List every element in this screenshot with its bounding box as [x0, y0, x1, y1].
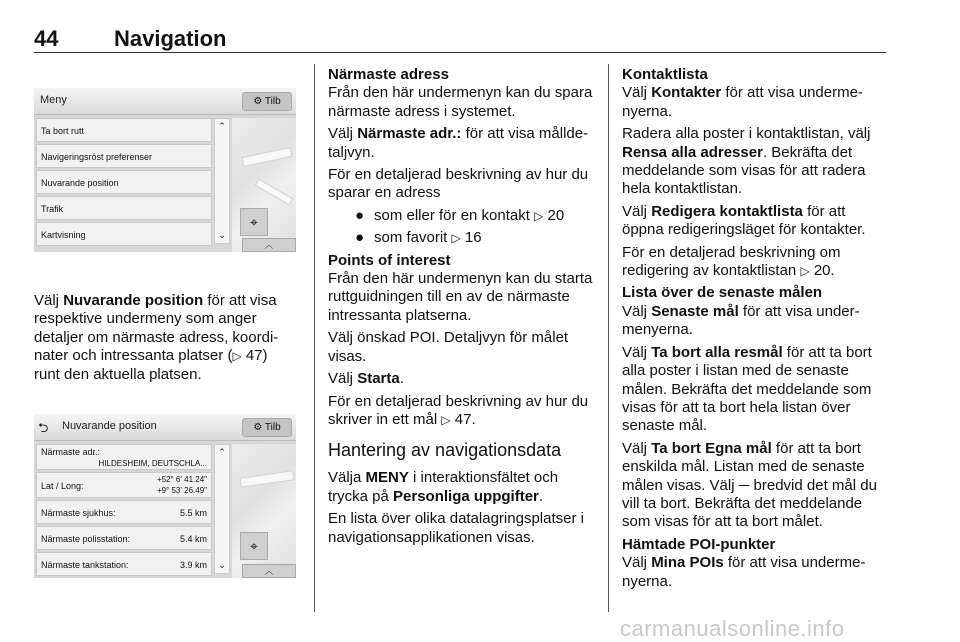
screenshot-title-bar [34, 88, 296, 115]
paragraph [622, 554, 888, 591]
text: Välj [622, 84, 652, 102]
text: för att visa respektive undermeny som anger detaljer om närmaste adress, koordi-nater och intressanta platser ( [34, 292, 279, 365]
item-label: Närmaste sjukhus: [41, 508, 116, 518]
chevron-up-icon: ⌃ [218, 447, 226, 457]
gear-icon: ⚙ [253, 96, 263, 107]
map-road [242, 147, 293, 167]
list-item [36, 526, 212, 550]
heading-nearest-address: Närmaste adress [328, 66, 449, 83]
back-arrow-icon: ⮌ [38, 420, 49, 435]
text: Välj [622, 439, 652, 457]
page-number: 44 [34, 26, 59, 51]
page-section-title: Navigation [114, 26, 227, 51]
bullet-dot: ● [354, 229, 364, 247]
item-label: Närmaste tankstation: [41, 560, 129, 570]
paragraph: För en detaljerad beskrivning av hur du sparar en adress [328, 166, 589, 202]
column-1-text [34, 292, 296, 388]
heading-recent-destinations: Lista över de senaste målen [622, 284, 823, 302]
scrollbar [214, 444, 230, 574]
chevron-down-icon: ⌄ [218, 230, 226, 240]
list-item [36, 500, 212, 524]
bold-term: Redigera kontaktlista [651, 202, 803, 220]
text: 16 [460, 229, 482, 247]
text: som favorit [374, 229, 452, 247]
position-list [36, 444, 212, 578]
heading-poi: Points of interest [328, 251, 451, 269]
screenshot-title: Nuvarande position [62, 420, 157, 432]
text: Välja [328, 469, 366, 487]
item-value: +9° 53' 26.49" [156, 486, 207, 495]
paragraph [622, 244, 888, 281]
paragraph [328, 125, 594, 162]
menu-screenshot [34, 88, 296, 252]
text: Välj [622, 202, 652, 220]
paragraph [328, 370, 594, 388]
tilb-label: Tilb [264, 422, 281, 433]
tilb-label: Tilb [264, 96, 281, 107]
text: För en detaljerad beskrivning om redigering av kontaktlistan [622, 243, 841, 280]
bold-term: Kontakter [651, 84, 722, 102]
bold-term: MENY [365, 469, 409, 487]
paragraph [34, 292, 296, 384]
paragraph [328, 469, 594, 506]
tilb-button [242, 92, 292, 111]
bold-term: Ta bort Egna mål [651, 439, 772, 457]
heading-navigation-data: Hantering av navigationsdata [328, 440, 562, 461]
list-item: Nuvarande position [36, 170, 212, 194]
list-item [36, 472, 212, 498]
item-value: HILDESHEIM, DEUTSCHLA... [98, 459, 207, 468]
text: för att visa underme-nyerna. [622, 554, 866, 590]
text: . [399, 370, 404, 388]
bold-term: Rensa alla adresser [622, 143, 763, 161]
paragraph [328, 393, 594, 430]
column-divider-1 [314, 64, 315, 612]
bold-term: Nuvarande position [63, 292, 204, 309]
text: för att ta bort enskilda mål. Listan med de senaste målen visas. Välj [622, 439, 865, 494]
text: 47) runt den aktuella platsen. [34, 347, 268, 383]
bold-term: Närmaste adr.: [357, 125, 462, 143]
text: Välj [34, 292, 64, 309]
list-item: Ta bort rutt [36, 118, 212, 142]
paragraph: En lista över olika datalagringsplatser i navigationsapplikationen visas. [328, 510, 584, 546]
text: Välj [622, 302, 652, 320]
list-item: Trafik [36, 196, 212, 220]
menu-list [36, 118, 212, 248]
paragraph [622, 303, 888, 340]
map-road [255, 179, 294, 206]
chevron-up-icon: ︿ [242, 238, 296, 252]
bullet-item [328, 229, 594, 247]
position-screenshot [34, 414, 296, 578]
bold-term: Starta [357, 370, 400, 388]
column-3-text [622, 66, 888, 595]
gear-icon: ⚙ [253, 422, 263, 433]
bold-term: Personliga uppgifter [393, 487, 539, 505]
triangle-right-icon: ▷ [451, 231, 461, 246]
text: Välj [622, 554, 652, 572]
compass-icon: ⌖ [240, 532, 268, 560]
compass-icon: ⌖ [240, 208, 268, 236]
text: för att visa under-menyerna. [622, 302, 860, 339]
chevron-down-icon: ⌄ [218, 560, 226, 570]
triangle-right-icon: ▷ [232, 349, 242, 364]
chevron-up-icon: ⌃ [218, 121, 226, 131]
text: Välj [328, 370, 358, 388]
list-item [36, 444, 212, 470]
item-value: 3.9 km [179, 560, 207, 570]
triangle-right-icon: ▷ [534, 208, 544, 223]
screenshot-title: Meny [40, 94, 67, 106]
text: bredvid det mål du vill ta bort. Bekräfta det meddelande som visas för att ta bort målet. [622, 476, 877, 531]
minus-icon: ─ [738, 476, 750, 494]
tilb-button [242, 418, 292, 437]
list-item: Navigeringsröst preferenser [36, 144, 212, 168]
item-value: +52° 6' 41.24" [156, 475, 207, 484]
column-divider-2 [608, 64, 609, 612]
text: 47. [450, 410, 476, 428]
text: för att visa mållde-taljvyn. [328, 125, 589, 161]
text: i interaktionsfältet och trycka på [328, 469, 559, 505]
paragraph: Från den här undermenyn kan du starta ruttguidningen till en av de närmaste intressanta platserna. [328, 270, 593, 324]
text: För en detaljerad beskrivning av hur du skriver in ett mål [328, 392, 589, 428]
screenshot-title-bar [34, 414, 296, 441]
list-item: Kartvisning [36, 222, 212, 246]
triangle-right-icon: ▷ [800, 264, 810, 279]
text: . Bekräfta det meddelande som visas för att radera hela kontaktlistan. [622, 143, 866, 198]
triangle-right-icon: ▷ [441, 412, 451, 427]
paragraph: Välj önskad POI. Detaljvyn för målet visas. [328, 329, 569, 365]
text: Välj [328, 125, 358, 143]
text: 20. [809, 262, 835, 280]
bullet-item [328, 207, 594, 225]
bold-term: Mina POIs [651, 554, 724, 572]
header-rule [34, 52, 886, 53]
text: 20 [543, 206, 565, 224]
item-value: 5.4 km [179, 534, 207, 544]
paragraph: Från den här undermenyn kan du spara närmaste adress i systemet. [328, 84, 593, 120]
paragraph [622, 203, 888, 240]
text: som eller för en kontakt [374, 206, 535, 224]
heading-downloaded-poi: Hämtade POI-punkter [622, 535, 776, 553]
column-2-text [328, 66, 594, 551]
paragraph [622, 440, 888, 532]
item-value: 5.5 km [179, 508, 207, 518]
item-label: Närmaste adr.: [41, 447, 101, 457]
watermark: carmanualsonline.info [620, 616, 845, 641]
heading-contacts: Kontaktlista [622, 66, 708, 83]
bullet-dot: ● [354, 206, 364, 224]
item-label: Lat / Long: [41, 481, 84, 491]
scrollbar [214, 118, 230, 244]
paragraph [622, 84, 888, 121]
text: för att öppna redigeringsläget för kontakter. [622, 202, 866, 239]
text: Radera alla poster i kontaktlistan, välj [622, 125, 871, 143]
text: för att ta bort alla poster i listan med de senaste målen. Bekräfta det meddelande som visas för att ta bort hela listan över senaste mål. [622, 343, 872, 435]
map-road [240, 470, 295, 487]
text: . [538, 487, 544, 505]
bold-term: Senaste mål [651, 302, 739, 320]
list-item [36, 552, 212, 576]
chevron-up-icon: ︿ [242, 564, 296, 578]
bold-term: Ta bort alla resmål [651, 343, 783, 361]
paragraph [622, 344, 888, 436]
page-header [0, 0, 960, 52]
text: för att visa underme-nyerna. [622, 84, 863, 120]
paragraph [622, 125, 888, 199]
text: Välj [622, 343, 652, 361]
item-label: Närmaste polisstation: [41, 534, 131, 544]
